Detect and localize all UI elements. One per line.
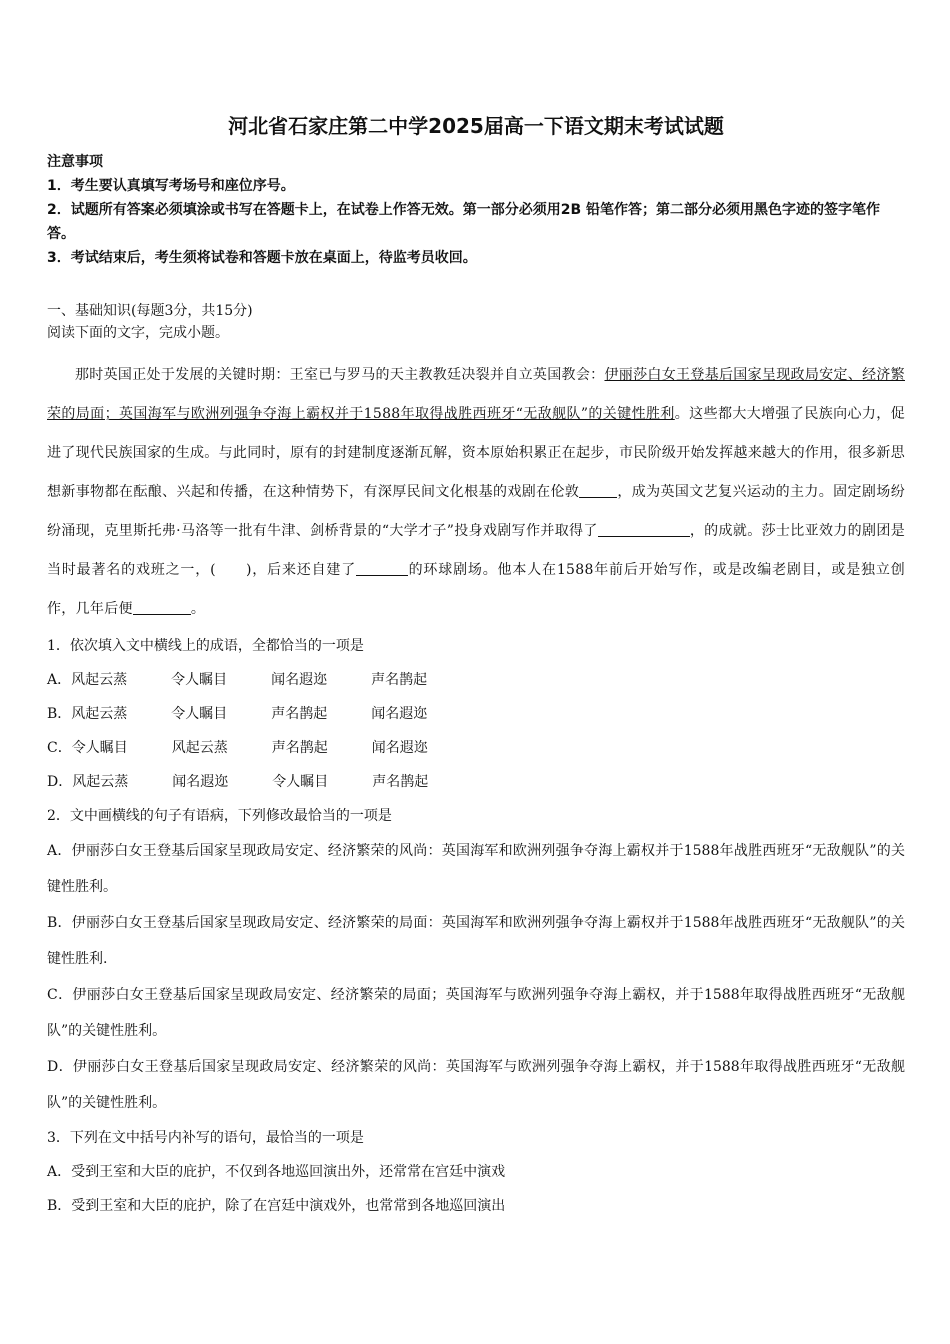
passage-part-3: ，成为英国文艺复兴运动的主力。固定剧场纷纷涌现，克里斯托弗·马洛等一批有牛津、剑桥背景的“大学才子”投身戏剧写作并取得了 (47, 484, 905, 539)
option-item: 令人瞩目 (272, 774, 329, 790)
passage-part-5: 的环球剧场。他本人在1588年前后开始写作，或是改编老剧目，或是独立创作，几年后便 (47, 562, 905, 617)
option-item: 令人瞩目 (171, 672, 228, 688)
option-item: 风起云蒸 (72, 774, 129, 790)
passage-part-2: 。这些都大大增强了民族向心力，促进了现代民族国家的生成。与此同时，原有的封建制度逐渐瓦解，资本原始积累正在起步，市民阶级开始发挥越来越大的作用，很多新思想新事物都在酝酿、兴起和传播，在这种情势下，有深厚民间文化根基的戏剧在伦敦 (47, 406, 905, 500)
q3-option-b: B．受到王室和大臣的庇护，除了在宫廷中演戏外，也常常到各地巡回演出 (47, 1198, 506, 1214)
option-item: 令人瞩目 (171, 706, 228, 722)
passage-part-4: ，的成就。莎士比亚效力的剧团是当时最著名的戏班之一，( )，后来还自建了 (47, 523, 906, 578)
q2-option-c: C．伊丽莎白女王登基后国家呈现政局安定、经济繁荣的局面；英国海军与欧洲列强争夺海上霸权，并于1588年取得战胜西班牙“无敌舰队”的关键性胜利。 (47, 987, 905, 1039)
option-item: 闻名遐迩 (371, 706, 428, 722)
notice-heading: 注意事项 (47, 154, 103, 170)
section-intro: 阅读下面的文字，完成小题。 (47, 325, 229, 341)
q1-option-c (47, 731, 905, 765)
reading-passage (47, 356, 905, 629)
blank-1 (579, 483, 617, 498)
passage-part-1: 那时英国正处于发展的关键时期：王室已与罗马的天主教教廷决裂并自立英国教会： (75, 367, 605, 383)
question-2-stem: 2．文中画横线的句子有语病，下列修改最恰当的一项是 (47, 808, 392, 824)
question-3-stem: 3．下列在文中括号内补写的语句，最恰当的一项是 (47, 1130, 364, 1146)
underlined-sentence: 伊丽莎白女王登基后国家呈现政局安定、经济繁荣的局面；英国海军与欧洲列强争夺海上霸权并于1588年取得战胜西班牙“无敌舰队”的关键性胜利 (47, 367, 905, 422)
option-item: 声名鹊起 (271, 740, 328, 756)
q2-option-d: D．伊丽莎白女王登基后国家呈现政局安定、经济繁荣的风尚：英国海军与欧洲列强争夺海上霸权，并于1588年取得战胜西班牙“无敌舰队”的关键性胜利。 (47, 1059, 905, 1111)
q1-option-b (47, 697, 905, 731)
option-item: 闻名遐迩 (271, 672, 328, 688)
option-item: 声名鹊起 (372, 774, 429, 790)
page-title: 河北省石家庄第二中学2025届高一下语文期末考试试题 (228, 114, 724, 138)
option-item: 声名鹊起 (271, 706, 328, 722)
option-item: 声名鹊起 (371, 672, 428, 688)
option-label: A． (47, 672, 72, 688)
q2-option-a: A．伊丽莎白女王登基后国家呈现政局安定、经济繁荣的风尚：英国海军和欧洲列强争夺海上霸权并于1588年战胜西班牙“无敌舰队”的关键性胜利。 (47, 843, 905, 895)
option-item: 闻名遐迩 (371, 740, 428, 756)
notice-item-3: 3．考试结束后，考生须将试卷和答题卡放在桌面上，待监考员收回。 (47, 250, 477, 266)
option-item: 风起云蒸 (71, 706, 128, 722)
notice-item-2: 2．试题所有答案必须填涂或书写在答题卡上，在试卷上作答无效。第一部分必须用2B 铅笔作答；第二部分必须用黑色字迹的签字笔作答。 (47, 202, 881, 242)
option-label: B． (47, 706, 72, 722)
notice-block (47, 150, 905, 270)
section-heading: 一、基础知识(每题3分，共15分) (47, 303, 253, 319)
question-1-stem: 1．依次填入文中横线上的成语，全都恰当的一项是 (47, 638, 364, 654)
q1-option-a (47, 663, 905, 697)
section-basic-knowledge (47, 300, 905, 1223)
blank-2 (598, 522, 690, 537)
q2-option-b: B．伊丽莎白女王登基后国家呈现政局安定、经济繁荣的局面：英国海军和欧洲列强争夺海上霸权并于1588年战胜西班牙“无敌舰队”的关键性胜利. (47, 915, 905, 967)
blank-4 (133, 600, 191, 615)
q1-option-d (47, 765, 905, 799)
blank-3 (356, 561, 408, 576)
option-item: 闻名遐迩 (172, 774, 229, 790)
option-item: 风起云蒸 (71, 672, 128, 688)
option-label: D． (47, 774, 73, 790)
option-item: 令人瞩目 (71, 740, 128, 756)
option-item: 风起云蒸 (171, 740, 228, 756)
notice-item-1: 1．考生要认真填写考场号和座位序号。 (47, 178, 295, 194)
option-label: C． (47, 740, 72, 756)
q3-option-a: A．受到王室和大臣的庇护，不仅到各地巡回演出外，还常常在宫廷中演戏 (47, 1164, 506, 1180)
passage-part-6: 。 (190, 601, 206, 617)
